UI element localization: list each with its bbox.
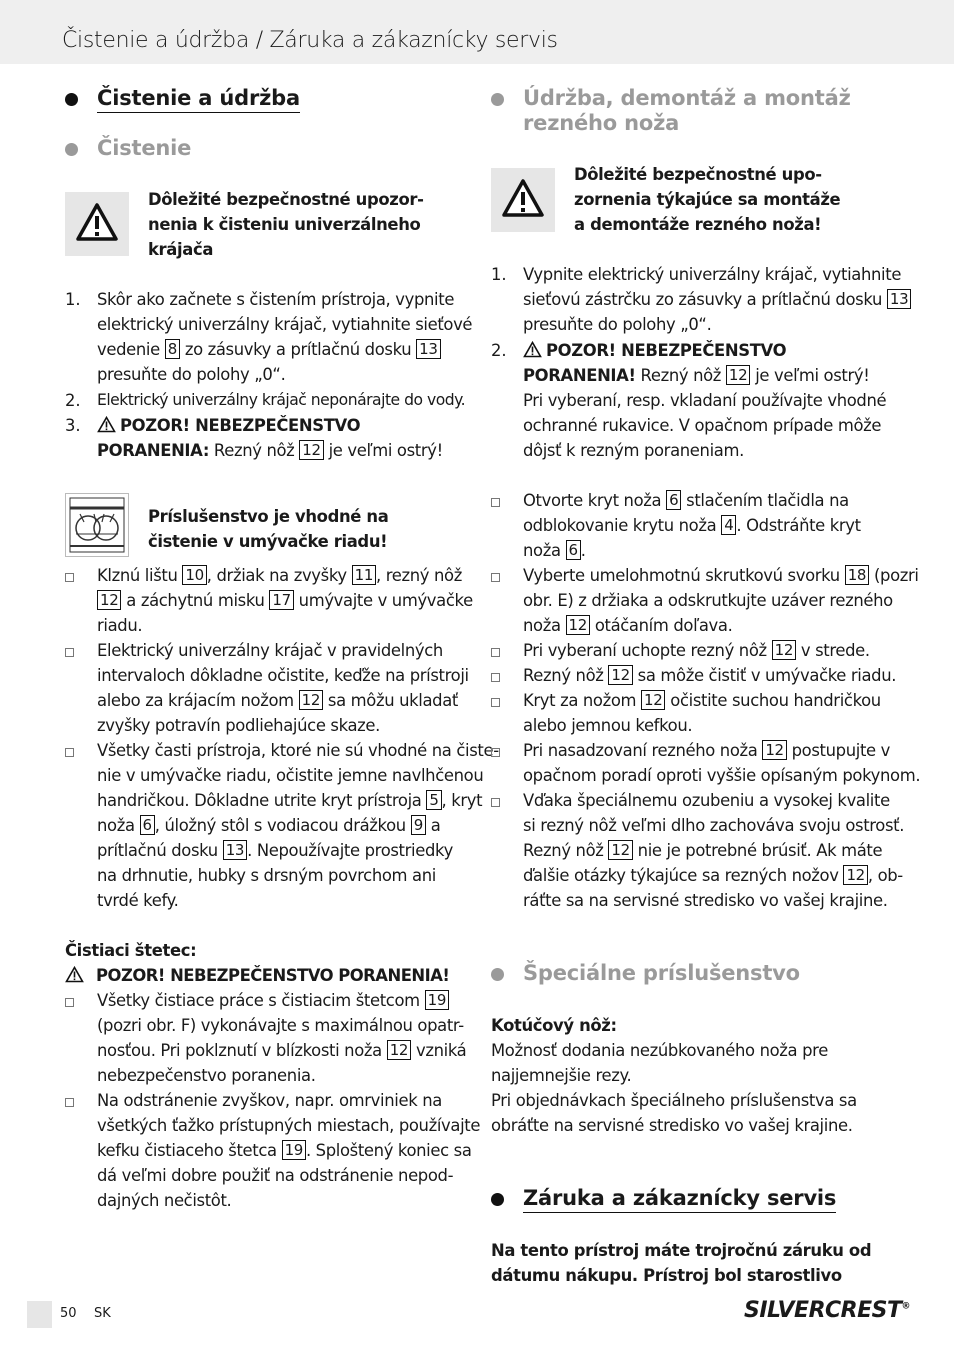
text-line: ráťte sa na servisné stredisko vo vašej krajine. bbox=[523, 891, 888, 910]
text-line: nie v umývačke riadu, očistite jemne navlhčenou bbox=[97, 766, 484, 785]
part-number-box: 12 bbox=[762, 740, 786, 760]
text-span: Rezný nôž bbox=[213, 441, 295, 460]
text-line: presuňte do polohy „0“. bbox=[523, 315, 712, 334]
part-number-box: 18 bbox=[845, 565, 869, 585]
text-span: Klznú lištu bbox=[97, 566, 178, 585]
text-span: Pri vyberaní uchopte rezný nôž bbox=[523, 641, 767, 660]
part-number-box: 12 bbox=[608, 665, 632, 685]
dishwasher-box bbox=[65, 493, 129, 557]
text-line: Čistiaci štetec: bbox=[65, 941, 197, 960]
bullet-brush-care bbox=[97, 988, 466, 1088]
text-span: je veľmi ostrý! bbox=[755, 366, 870, 385]
part-number-box: 6 bbox=[666, 490, 681, 510]
text-line bbox=[97, 413, 443, 438]
brand-logo bbox=[744, 1298, 910, 1323]
text-line bbox=[523, 663, 896, 688]
text-line: alebo jemnou kefkou. bbox=[523, 716, 693, 735]
step-1-text bbox=[97, 287, 472, 387]
text-span: Rezný nôž bbox=[523, 841, 604, 860]
text-line: Kotúčový nôž: bbox=[491, 1016, 617, 1035]
text-line: Pri vyberaní, resp. vkladaní používajte vhodné bbox=[523, 391, 887, 410]
text-span: je veľmi ostrý! bbox=[328, 441, 443, 460]
part-number-box: 6 bbox=[140, 815, 155, 835]
text-span: POZOR! NEBEZPEČENSTVO PORANENIA! bbox=[96, 966, 450, 985]
bullet-dot-icon bbox=[65, 93, 78, 106]
bullet-brush-usage bbox=[97, 1088, 480, 1213]
text-line: obr. E) z držiaka a odskrutkujte uzáver rezného bbox=[523, 591, 893, 610]
text-line: zornenia týkajúce sa montáže bbox=[574, 190, 841, 209]
text-span: odblokovanie krytu noža bbox=[523, 516, 717, 535]
text-span: , kryt bbox=[441, 791, 483, 810]
part-number-box: 12 bbox=[299, 440, 323, 460]
text-line bbox=[523, 338, 886, 363]
bullet-dot-icon bbox=[491, 968, 504, 981]
part-number-box: 9 bbox=[411, 815, 426, 835]
bullet-sharpness bbox=[523, 788, 904, 913]
text-line: na drhnutie, hubky s drsným povrchom ani bbox=[97, 866, 436, 885]
text-line bbox=[97, 438, 443, 463]
heading-zaruka bbox=[523, 1186, 836, 1213]
text-line bbox=[523, 287, 911, 312]
disc-blade-text bbox=[491, 1038, 857, 1138]
bullet-square-icon bbox=[65, 748, 74, 757]
text-span: vedenie bbox=[97, 340, 160, 359]
part-number-box: 10 bbox=[182, 565, 206, 585]
part-number-box: 12 bbox=[566, 615, 590, 635]
text-line: Na odstránenie zvyškov, napr. omrviniek na bbox=[97, 1091, 442, 1110]
page-marker bbox=[27, 1301, 52, 1328]
text-span: otáčaním doľava. bbox=[594, 616, 733, 635]
text-line bbox=[97, 563, 473, 588]
part-number-box: 12 bbox=[97, 590, 121, 610]
text-line: Príslušenstvo je vhodné na bbox=[148, 507, 389, 526]
text-span: POZOR! NEBEZPEČENSTVO bbox=[120, 416, 361, 435]
text-line: Skôr ako začnete s čistením prístroja, vypnite bbox=[97, 290, 455, 309]
text-span: Rezný nôž bbox=[640, 366, 722, 385]
text-line: dá veľmi dobre použiť na odstránenie nepod- bbox=[97, 1166, 454, 1185]
text-line: nebezpečenstvo poranenia. bbox=[97, 1066, 316, 1085]
bullet-cover-clean bbox=[523, 688, 881, 738]
part-number-box: 8 bbox=[165, 339, 180, 359]
text-line bbox=[97, 788, 499, 813]
text-span: nosťou. Pri poklznutí v blízkosti noža bbox=[97, 1041, 382, 1060]
text-line: dôjsť k rezným poraneniam. bbox=[523, 441, 744, 460]
text-line bbox=[97, 988, 466, 1013]
text-line: noža 6 . bbox=[523, 541, 586, 560]
text-line bbox=[523, 688, 881, 713]
bullet-dot-icon bbox=[491, 1193, 504, 1206]
text-span: zo zásuvky a prítlačnú dosku bbox=[184, 340, 412, 359]
text-line bbox=[523, 363, 886, 388]
text-line: presuňte do polohy „0“. bbox=[97, 365, 286, 384]
bullet-square-icon bbox=[491, 798, 500, 807]
heading-cistenie-a-udrzba bbox=[97, 86, 300, 113]
text-span: Vyberte umelohmotnú skrutkovú svorku bbox=[523, 566, 840, 585]
text-span: Rezný nôž bbox=[523, 666, 604, 685]
bullet-square-icon bbox=[65, 998, 74, 1007]
text-line: Dôležité bezpečnostné upo- bbox=[574, 165, 822, 184]
text-span: Všetky čistiace práce s čistiacim štetcom bbox=[97, 991, 420, 1010]
text-line bbox=[523, 638, 870, 663]
text-line: nenia k čisteniu univerzálneho bbox=[148, 215, 421, 234]
text-line: si rezný nôž veľmi dlho zachováva svoju ostrosť. bbox=[523, 816, 905, 835]
text-line bbox=[97, 838, 499, 863]
warning-triangle-icon bbox=[523, 341, 542, 358]
part-number-box: 19 bbox=[425, 990, 449, 1010]
bullet-non-dishwasher-parts bbox=[97, 738, 499, 913]
heading-text: Čistenie a údržba bbox=[97, 86, 300, 110]
bullet-dot-icon bbox=[65, 143, 78, 156]
heading-cistenie bbox=[97, 136, 191, 161]
part-number-box: 17 bbox=[269, 590, 293, 610]
warning-triangle-icon bbox=[501, 178, 545, 218]
text-line: čistenie v umývačke riadu! bbox=[148, 532, 388, 551]
text-line: Všetky časti prístroja, ktoré nie sú vhodné na čiste- bbox=[97, 741, 499, 760]
text-line bbox=[97, 1138, 480, 1163]
text-line bbox=[523, 863, 904, 888]
page-number: 50 bbox=[60, 1306, 77, 1321]
text-line: najjemnejšie rezy. bbox=[491, 1066, 632, 1085]
bullet-screw-clamp bbox=[523, 563, 919, 638]
text-span: , úložný stôl s vodiacou drážkou bbox=[154, 816, 406, 835]
text-span: a záchytnú misku bbox=[126, 591, 265, 610]
bullet-square-icon bbox=[491, 498, 500, 507]
bullet-square-icon bbox=[491, 573, 500, 582]
text-span: sa môže čistiť v umývačke riadu. bbox=[637, 666, 897, 685]
text-span: POZOR! NEBEZPEČENSTVO bbox=[546, 341, 787, 360]
step-number: 2. bbox=[491, 341, 507, 360]
text-span: , držiak na zvyšky bbox=[206, 566, 347, 585]
part-number-box: 12 bbox=[641, 690, 665, 710]
language-code: SK bbox=[94, 1306, 111, 1321]
text-line: (pozri obr. F) vykonávajte s maximálnou opatr- bbox=[97, 1016, 464, 1035]
warranty-text bbox=[491, 1238, 871, 1288]
part-number-box: 13 bbox=[887, 289, 911, 309]
step-number: 3. bbox=[65, 416, 81, 435]
warning-triangle-icon bbox=[97, 416, 116, 433]
heading-specialne-prislusenstvo bbox=[523, 961, 800, 986]
text-span: , ob- bbox=[867, 866, 903, 885]
text-span: . Odstráňte kryt bbox=[736, 516, 861, 535]
text-span: Pri nasadzovaní rezného noža bbox=[523, 741, 758, 760]
step-number: 1. bbox=[65, 290, 81, 309]
part-number-box: 12 bbox=[772, 640, 796, 660]
step-number: 2. bbox=[65, 391, 81, 410]
text-line bbox=[97, 588, 473, 613]
part-number-box: 12 bbox=[299, 690, 323, 710]
text-span: PORANENIA! bbox=[523, 366, 636, 385]
bullet-square-icon bbox=[491, 748, 500, 757]
text-line: zvyšky potravín podliehajúce skaze. bbox=[97, 716, 380, 735]
text-span: . Sploštený koniec sa bbox=[305, 1141, 472, 1160]
text-line bbox=[97, 1038, 466, 1063]
warning-text-cleaning bbox=[148, 187, 424, 262]
blade-step-1 bbox=[523, 262, 911, 337]
disc-blade-heading bbox=[491, 1013, 617, 1038]
text-span: očistite suchou handričkou bbox=[670, 691, 881, 710]
step-2-text bbox=[97, 388, 465, 413]
text-span: noža bbox=[523, 541, 561, 560]
text-span: . Nepoužívajte prostriedky bbox=[247, 841, 453, 860]
text-span: umývajte v umývačke bbox=[298, 591, 473, 610]
blade-step-2 bbox=[523, 338, 886, 463]
text-span: postupujte v bbox=[791, 741, 890, 760]
heading-line: Údržba, demontáž a montáž bbox=[523, 86, 851, 110]
warning-box bbox=[491, 168, 555, 232]
text-span: noža bbox=[523, 616, 561, 635]
text-span: stlačením tlačidla na bbox=[686, 491, 849, 510]
step-3-text bbox=[97, 413, 443, 463]
step-number: 1. bbox=[491, 265, 507, 284]
warning-box bbox=[65, 192, 129, 256]
warning-triangle-icon bbox=[75, 202, 119, 242]
text-span: , rezný nôž bbox=[376, 566, 462, 585]
brush-heading bbox=[65, 938, 196, 963]
text-line bbox=[97, 813, 499, 838]
text-line: krájača bbox=[148, 240, 214, 259]
bullet-blade-dishwasher bbox=[523, 663, 896, 688]
brand-text: SILVERCREST bbox=[744, 1298, 902, 1323]
text-line bbox=[523, 513, 861, 538]
brush-warning bbox=[65, 963, 449, 988]
text-line: Elektrický univerzálny krájač v pravidelných bbox=[97, 641, 443, 660]
page-header bbox=[0, 0, 954, 64]
part-number-box: 12 bbox=[843, 865, 867, 885]
text-line bbox=[523, 488, 861, 513]
part-number-box: 11 bbox=[352, 565, 376, 585]
text-line: dajných nečistôt. bbox=[97, 1191, 232, 1210]
dishwasher-icon bbox=[66, 494, 128, 556]
bullet-reassembly bbox=[523, 738, 920, 788]
text-span: (pozri bbox=[873, 566, 919, 585]
text-line bbox=[523, 613, 919, 638]
text-line: ochranné rukavice. V opačnom prípade môže bbox=[523, 416, 882, 435]
heading-text: Špeciálne príslušenstvo bbox=[523, 961, 800, 985]
text-line: a demontáže rezného noža! bbox=[574, 215, 822, 234]
brand-mark: ® bbox=[901, 1301, 910, 1312]
heading-text: Čistenie bbox=[97, 136, 192, 160]
text-line bbox=[523, 738, 920, 763]
bullet-dishwasher-parts bbox=[97, 563, 473, 638]
part-number-box: 12 bbox=[726, 365, 750, 385]
bullet-dot-icon bbox=[491, 93, 504, 106]
text-span: Otvorte kryt noža bbox=[523, 491, 662, 510]
text-span: sa môžu ukladať bbox=[327, 691, 458, 710]
text-line: elektrický univerzálny krájač, vytiahnite sieťové bbox=[97, 315, 473, 334]
bullet-square-icon bbox=[491, 673, 500, 682]
bullet-square-icon bbox=[491, 648, 500, 657]
bullet-hold-blade bbox=[523, 638, 870, 663]
text-line: Pri objednávkach špeciálneho príslušenstva sa bbox=[491, 1091, 857, 1110]
text-span: kefku čistiaceho štetca bbox=[97, 1141, 277, 1160]
text-line bbox=[97, 337, 472, 362]
bullet-square-icon bbox=[65, 573, 74, 582]
text-line bbox=[523, 563, 919, 588]
text-line: dátumu nákupu. Prístroj bol starostlivo bbox=[491, 1266, 842, 1285]
text-span: noža bbox=[97, 816, 135, 835]
part-number-box: 12 bbox=[387, 1040, 411, 1060]
bullet-open-cover bbox=[523, 488, 861, 563]
text-line: Dôležité bezpečnostné upozor- bbox=[148, 190, 424, 209]
text-line bbox=[65, 963, 449, 988]
page-title: Čistenie a údržba / Záruka a zákaznícky servis bbox=[62, 28, 558, 53]
text-span: nie je potrebné brúsiť. Ak máte bbox=[637, 841, 883, 860]
part-number-box: 13 bbox=[416, 339, 440, 359]
text-line: Elektrický univerzálny krájač neponárajte do vody. bbox=[97, 391, 466, 409]
heading-text: Záruka a zákaznícky servis bbox=[523, 1186, 837, 1210]
text-span: a bbox=[430, 816, 441, 835]
text-span: ďalšie otázky týkajúce sa rezných nožov bbox=[523, 866, 839, 885]
bullet-square-icon bbox=[65, 1098, 74, 1107]
text-line: Vďaka špeciálnemu ozubeniu a vysokej kvalite bbox=[523, 791, 890, 810]
text-line: obráťte na servisné stredisko vo vašej krajine. bbox=[491, 1116, 853, 1135]
text-line bbox=[523, 838, 904, 863]
text-line: riadu. bbox=[97, 616, 143, 635]
part-number-box: 12 bbox=[608, 840, 632, 860]
text-span: prítlačnú dosku bbox=[97, 841, 218, 860]
text-line: Vypnite elektrický univerzálny krájač, vytiahnite bbox=[523, 265, 902, 284]
text-span: v strede. bbox=[800, 641, 870, 660]
warning-triangle-icon bbox=[65, 966, 84, 983]
text-line: tvrdé kefy. bbox=[97, 891, 179, 910]
heading-udrzba-noza bbox=[523, 86, 851, 136]
part-number-box: 13 bbox=[223, 840, 247, 860]
text-span: vzniká bbox=[415, 1041, 467, 1060]
part-number-box: 5 bbox=[426, 790, 441, 810]
bullet-regular-cleaning bbox=[97, 638, 469, 738]
text-line bbox=[97, 688, 469, 713]
text-line: Možnosť dodania nezúbkovaného noža pre bbox=[491, 1041, 828, 1060]
warning-text-blade bbox=[574, 162, 840, 237]
heading-line: rezného noža bbox=[523, 111, 680, 135]
text-line: intervaloch dôkladne očistite, keďže na prístroji bbox=[97, 666, 469, 685]
part-number-box: 6 bbox=[566, 540, 581, 560]
bullet-square-icon bbox=[65, 648, 74, 657]
text-line: opačnom poradí oproti vyššie opísaným pokynom. bbox=[523, 766, 921, 785]
text-span: Kryt za nožom bbox=[523, 691, 637, 710]
text-span: sieťovú zástrčku zo zásuvky a prítlačnú dosku bbox=[523, 290, 883, 309]
text-span: handričkou. Dôkladne utrite kryt prístroja bbox=[97, 791, 422, 810]
text-span: alebo za krájacím nožom bbox=[97, 691, 294, 710]
part-number-box: 4 bbox=[721, 515, 736, 535]
text-line: Na tento prístroj máte trojročnú záruku od bbox=[491, 1241, 872, 1260]
part-number-box: 19 bbox=[282, 1140, 306, 1160]
dishwasher-text bbox=[148, 504, 388, 554]
bullet-square-icon bbox=[491, 698, 500, 707]
text-line: všetkých ťažko prístupných miestach, používajte bbox=[97, 1116, 481, 1135]
text-span: PORANENIA: bbox=[97, 441, 210, 460]
